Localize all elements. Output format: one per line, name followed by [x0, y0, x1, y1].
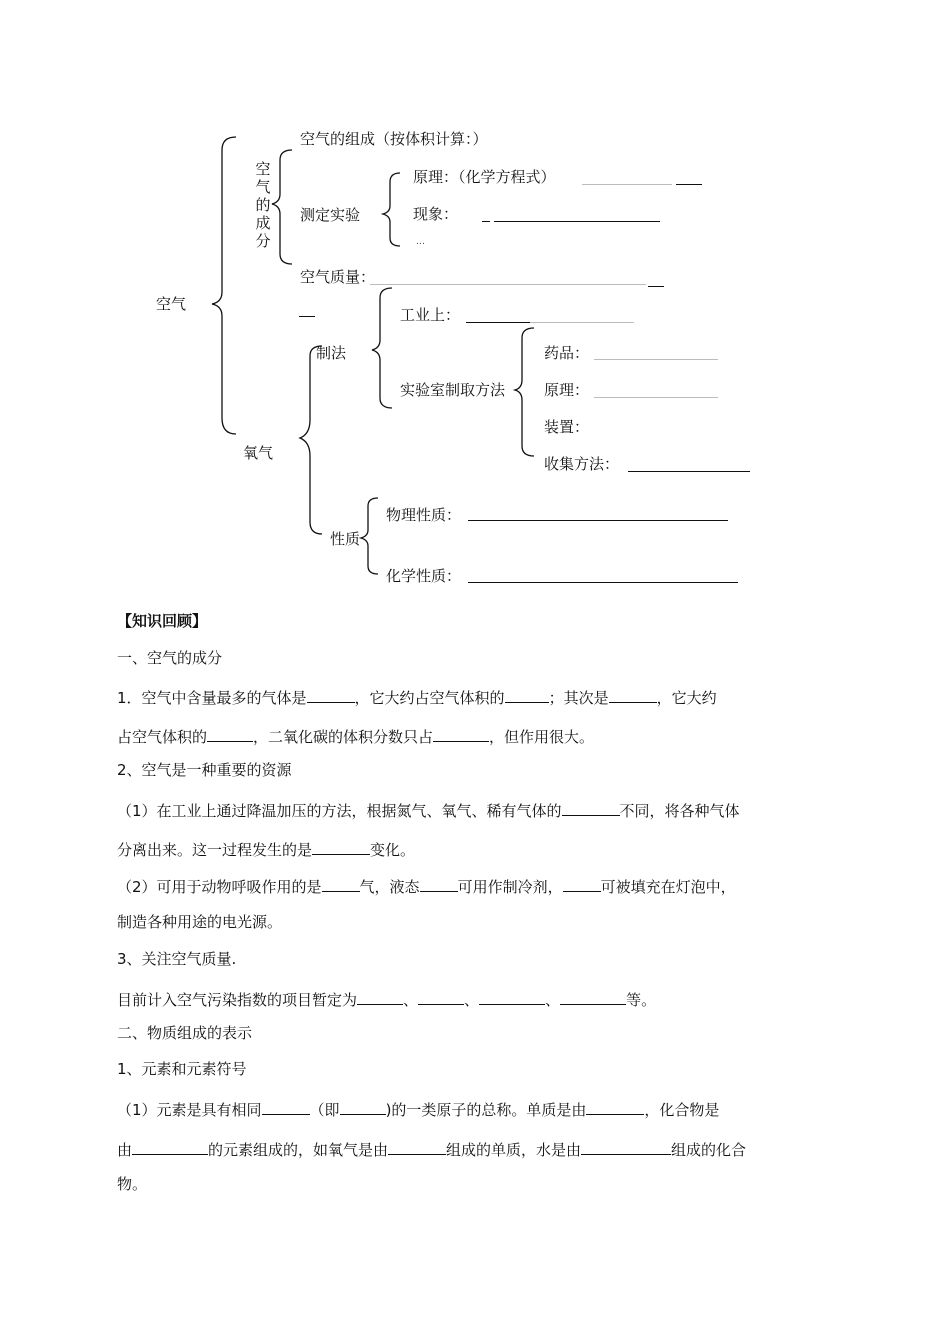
s2-item1-1-b: （即	[309, 1101, 340, 1119]
phenomenon-blank-short	[482, 221, 490, 222]
s1-item3-blank1	[357, 989, 403, 1005]
s2-item1-1-line3: 物。	[117, 1175, 148, 1193]
phenomenon-label: 现象：	[413, 205, 459, 223]
knowledge-review-heading: 【知识回顾】	[117, 612, 208, 630]
s1-item1-blank3	[609, 687, 657, 703]
air-quality-label: 空气质量：	[300, 268, 376, 286]
s1-item2-title: 2、空气是一种重要的资源	[117, 761, 292, 779]
s1-item1-blank1	[307, 687, 355, 703]
s2-item1-1-line1	[117, 1099, 719, 1118]
oxygen-label: 氧气	[243, 444, 274, 462]
s1-item2-2-c: 可用作制冷剂，	[457, 878, 563, 896]
air-quality-blank-light	[370, 284, 646, 285]
s1-item1-blank4	[207, 726, 253, 742]
industrial-blank-light	[530, 322, 634, 323]
lab-collection-label: 收集方法：	[544, 455, 620, 473]
s1-item1-mid2: ；其次是	[548, 689, 609, 707]
s1-item3-blank4	[560, 989, 626, 1005]
s2-item1-1-blank4	[132, 1139, 208, 1155]
preparation-label: 制法	[316, 344, 347, 362]
s1-item1-prefix: 1．空气中含量最多的气体是	[117, 689, 307, 707]
principle-equation-label: 原理：（化学方程式）	[413, 168, 556, 186]
measure-experiment-label: 测定实验	[300, 206, 361, 224]
physical-properties-label: 物理性质：	[386, 506, 462, 524]
s2-item1-1-h: 组成的化合	[671, 1141, 747, 1159]
s1-item2-1-b: 不同，将各种气体	[619, 802, 740, 820]
s1-item1-mid1: ，它大约占空气体积的	[354, 689, 505, 707]
s2-item1-1-f: 的元素组成的，如氧气是由	[208, 1141, 389, 1159]
s1-item2-2-line1	[117, 876, 736, 895]
s1-item1-line2	[117, 726, 594, 745]
s2-item1-1-blank3	[586, 1099, 644, 1115]
s1-item1-blank5	[433, 726, 489, 742]
s1-item2-1-blank1	[562, 800, 620, 816]
s2-item1-1-e: 由	[117, 1141, 133, 1159]
s1-item3-line	[117, 989, 656, 1008]
s1-item2-1-a: （1）在工业上通过降温加压的方法，根据氮气、氧气、稀有气体的	[117, 802, 562, 820]
lab-principle-label: 原理：	[544, 381, 590, 399]
section2-title: 二、物质组成的表示	[117, 1024, 253, 1042]
s2-item1-1-line2	[117, 1139, 746, 1158]
s1-item2-2-a: （2）可用于动物呼吸作用的是	[117, 878, 322, 896]
s1-item2-2-blank3	[563, 876, 601, 892]
s2-item1-title: 1、元素和元素符号	[117, 1060, 247, 1078]
s1-item3-sep3: 、	[545, 991, 561, 1009]
lab-apparatus-label: 装置：	[544, 418, 590, 436]
s1-item3-blank2	[418, 989, 464, 1005]
s1-item2-1-blank2	[312, 839, 370, 855]
s1-item2-1-d: 变化。	[370, 841, 416, 859]
s2-item1-1-blank2	[340, 1099, 386, 1115]
s1-item3-a: 目前计入空气污染指数的项目暂定为	[117, 991, 358, 1009]
s2-item1-1-d: ，化合物是	[644, 1101, 720, 1119]
lab-principle-blank	[594, 397, 718, 398]
s2-item1-1-blank6	[581, 1139, 671, 1155]
s1-item2-1-line2	[117, 839, 415, 858]
hidden-third-item: …	[416, 237, 425, 247]
chemical-properties-label: 化学性质：	[386, 567, 462, 585]
air-quality-blank	[648, 286, 664, 287]
s1-item2-1-c: 分离出来。这一过程发生的是	[117, 841, 313, 859]
root-label-air: 空气	[156, 295, 187, 313]
s1-item2-1-line1	[117, 800, 740, 819]
s1-item2-2-line2: 制造各种用途的电光源。	[117, 913, 283, 931]
phenomenon-blank	[494, 221, 660, 222]
section1-title: 一、空气的成分	[117, 649, 223, 667]
s1-item1-line2-c: ，但作用很大。	[489, 728, 595, 746]
lab-collection-blank	[628, 471, 750, 472]
s1-item3-end: 等。	[626, 991, 657, 1009]
lab-method-label: 实验室制取方法	[400, 381, 506, 399]
lab-reagents-blank	[594, 359, 718, 360]
s2-item1-1-g: 组成的单质，水是由	[446, 1141, 582, 1159]
s2-item1-1-c: )的一类原子的总称。单质是由	[385, 1101, 587, 1119]
industrial-method-label: 工业上：	[400, 306, 461, 324]
s1-item3-sep1: 、	[403, 991, 419, 1009]
s1-item1-blank2	[505, 687, 549, 703]
s1-item1-line2-b: ，二氧化碳的体积分数只占	[253, 728, 434, 746]
s1-item3-blank3	[479, 989, 545, 1005]
air-quality-blank-tail	[299, 316, 315, 317]
physical-properties-blank	[468, 520, 728, 521]
brace-lines	[0, 0, 950, 600]
s1-item3-title: 3、关注空气质量.	[117, 950, 237, 968]
s2-item1-1-blank5	[388, 1139, 446, 1155]
s2-item1-1-a: （1）元素是具有相同	[117, 1101, 262, 1119]
chemical-properties-blank	[468, 582, 738, 583]
s1-item2-2-blank2	[420, 876, 458, 892]
air-composition-label: 空气的组成（按体积计算：）	[300, 130, 488, 148]
air-component-vertical-label: 空气的成分	[255, 160, 271, 250]
s1-item2-2-b: 气，液态	[359, 878, 420, 896]
s1-item1-mid3: ，它大约	[656, 689, 717, 707]
s1-item1-line1	[117, 687, 717, 706]
properties-label: 性质	[330, 530, 361, 548]
industrial-blank	[466, 322, 530, 323]
s1-item3-sep2: 、	[464, 991, 480, 1009]
principle-blank-light	[582, 184, 672, 185]
s1-item2-2-d: 可被填充在灯泡中，	[600, 878, 736, 896]
s1-item2-2-blank1	[322, 876, 360, 892]
s2-item1-1-blank1	[262, 1099, 310, 1115]
principle-blank	[676, 184, 702, 185]
lab-reagents-label: 药品：	[544, 344, 590, 362]
s1-item1-line2-a: 占空气体积的	[117, 728, 208, 746]
